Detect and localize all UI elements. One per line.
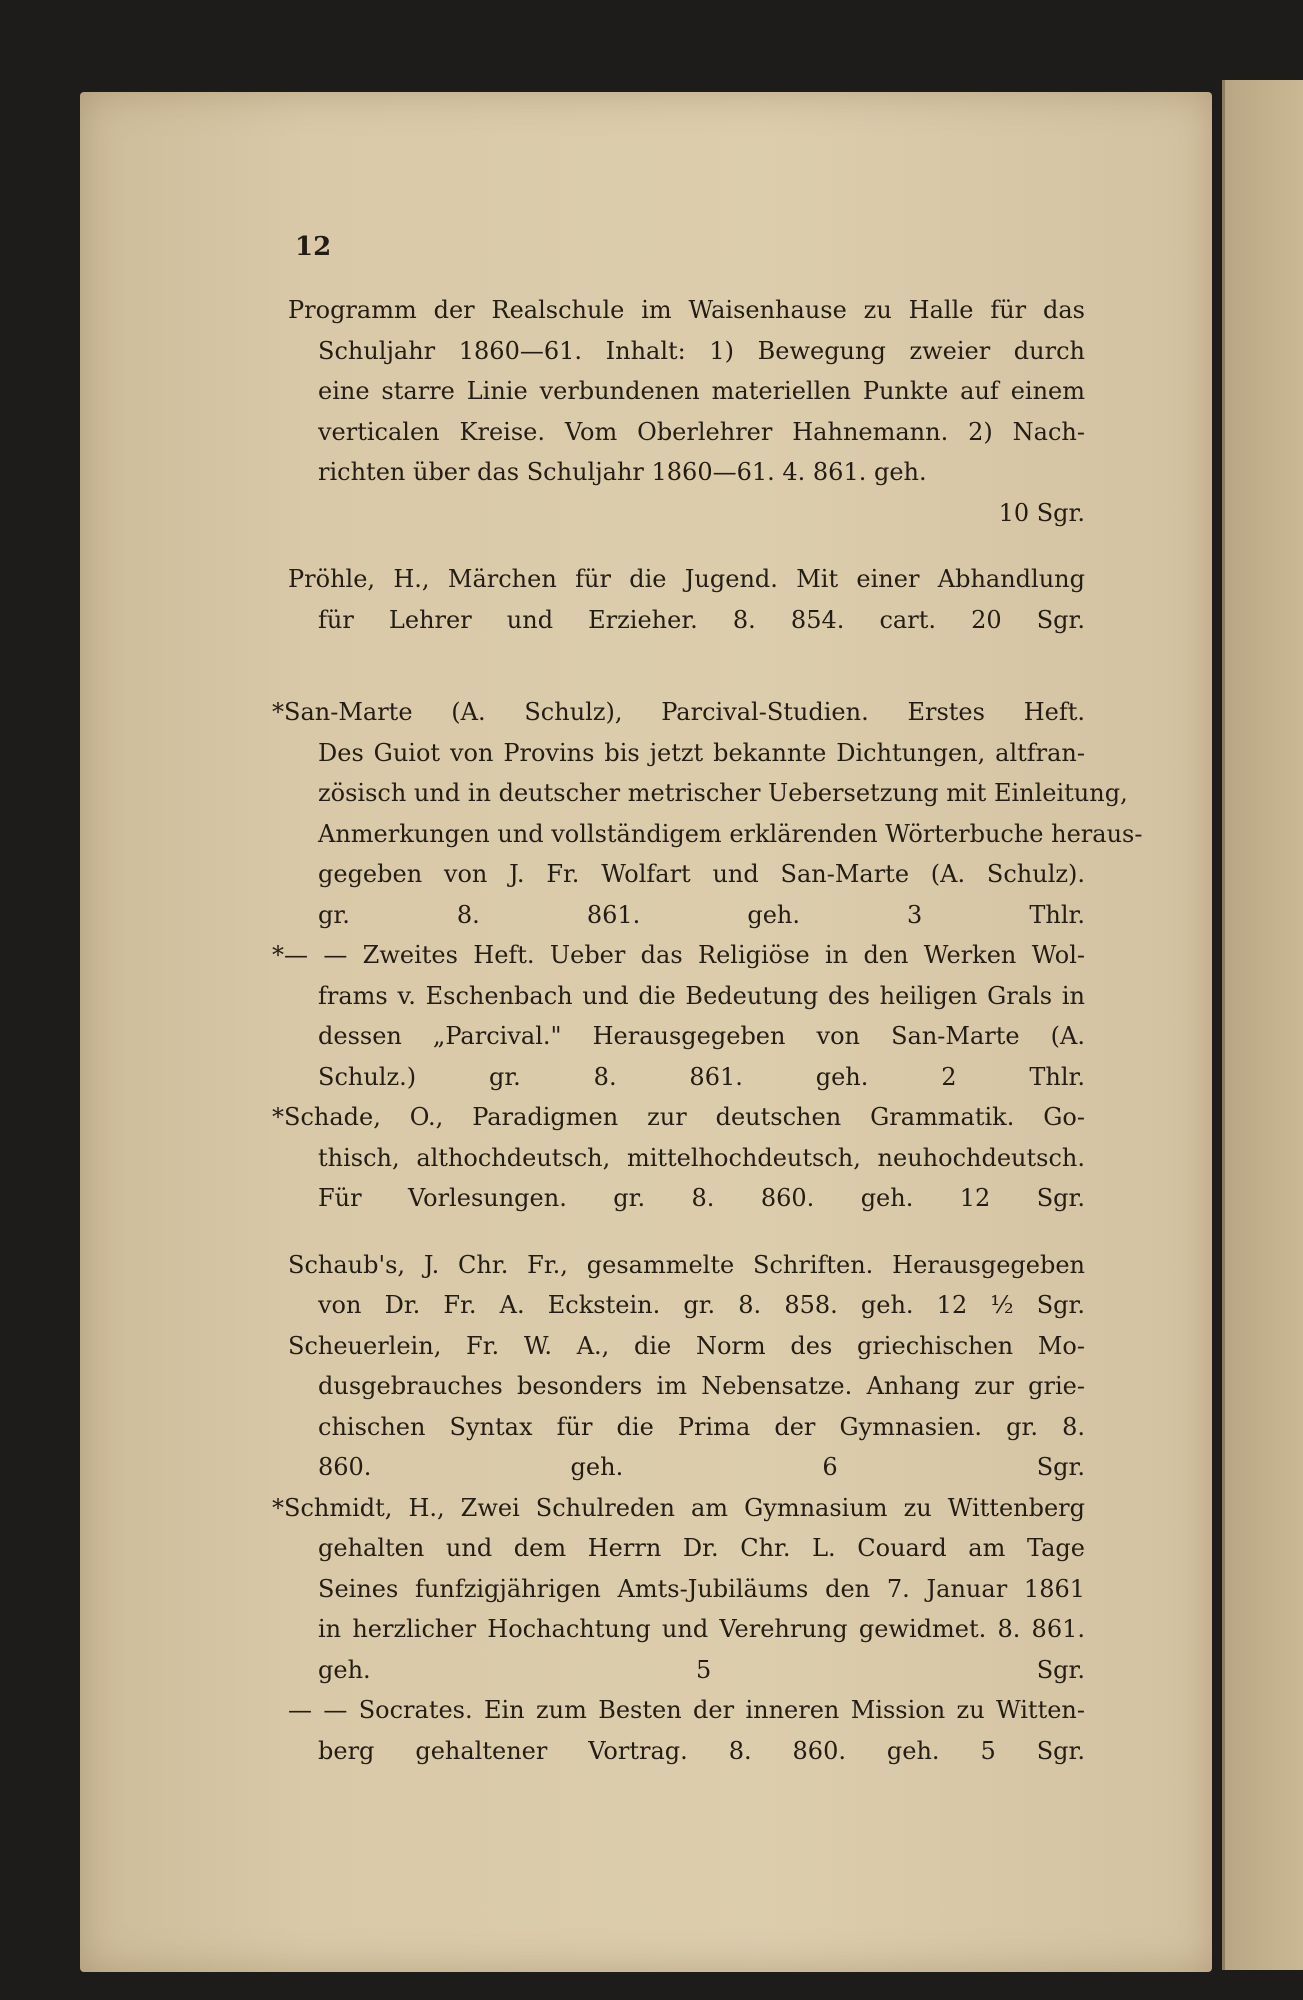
entry-line: geh. 5 Sgr. (318, 1655, 1085, 1684)
entry-line: dusgebrauches besonders im Nebensatze. Anhang zur grie- (318, 1372, 1085, 1400)
entry-line: von Dr. Fr. A. Eckstein. gr. 8. 858. geh. 12 ½ Sgr. (318, 1291, 1085, 1319)
entry-line: Schuljahr 1860—61. Inhalt: 1) Bewegung zweier durch (318, 336, 1085, 365)
entry-line: zösisch und in deutscher metrischer Uebersetzung mit Einleitung, (318, 779, 1128, 807)
catalog-entry-socrates (290, 1690, 1085, 1771)
catalog-entry-programm (290, 290, 1085, 533)
entry-line: chischen Syntax für die Prima der Gymnasien. gr. 8. (318, 1412, 1085, 1441)
catalog-text (272, 290, 1143, 1771)
catalog-entry-schmidt (272, 1488, 1085, 1691)
entry-line: dessen „Parcival." Herausgegeben von San-Marte (A. (318, 1022, 1085, 1050)
catalog-entry-schade (272, 1097, 1085, 1219)
entry-line: für Lehrer und Erzieher. 8. 854. cart. 20 Sgr. (318, 605, 1085, 634)
adjacent-page-edge (1222, 80, 1303, 1970)
entry-line: verticalen Kreise. Vom Oberlehrer Hahnemann. 2) Nach- (318, 417, 1085, 446)
catalog-entry-schaub (290, 1245, 1085, 1326)
entry-line: *San-Marte (A. Schulz), Parcival-Studien. Erstes Heft. (272, 698, 1085, 726)
entry-line: — — Socrates. Ein zum Besten der inneren Mission zu Witten- (288, 1696, 1085, 1724)
entry-line: frams v. Eschenbach und die Bedeutung des heiligen Grals in (318, 981, 1085, 1010)
entry-line: Scheuerlein, Fr. W. A., die Norm des griechischen Mo- (288, 1331, 1085, 1360)
catalog-entry-zweites-heft (272, 935, 1085, 1097)
entry-line: *Schade, O., Paradigmen zur deutschen Grammatik. Go- (272, 1103, 1085, 1131)
entry-line: Des Guiot von Provins bis jetzt bekannte Dichtungen, altfran- (318, 738, 1085, 767)
entry-line: eine starre Linie verbundenen materiellen Punkte auf einem (318, 377, 1085, 405)
entry-line: berg gehaltener Vortrag. 8. 860. geh. 5 Sgr. (318, 1736, 1085, 1765)
entry-line: Für Vorlesungen. gr. 8. 860. geh. 12 Sgr. (318, 1184, 1085, 1212)
entry-line: Schulz.) gr. 8. 861. geh. 2 Thlr. (318, 1062, 1085, 1091)
entry-line: gr. 8. 861. geh. 3 Thlr. (318, 900, 1085, 929)
entry-line: Seines funfzigjährigen Amts-Jubiläums den 7. Januar 1861 (318, 1574, 1085, 1603)
entry-line: Schaub's, J. Chr. Fr., gesammelte Schriften. Herausgegeben (288, 1250, 1085, 1279)
entry-line: 860. geh. 6 Sgr. (318, 1453, 1085, 1481)
catalog-entry-san-marte (272, 692, 1143, 935)
catalog-entry-scheuerlein (290, 1326, 1085, 1488)
entry-line: richten über das Schuljahr 1860—61. 4. 861. geh. (318, 458, 927, 486)
entry-line: *— — Zweites Heft. Ueber das Religiöse in den Werken Wol- (272, 941, 1085, 969)
entry-line: gegeben von J. Fr. Wolfart und San-Marte (A. Schulz). (318, 860, 1085, 888)
entry-line: thisch, althochdeutsch, mittelhochdeutsch, neuhochdeutsch. (318, 1143, 1085, 1172)
entry-line: Anmerkungen und vollständigem erklärenden Wörterbuche heraus- (318, 819, 1143, 848)
entry-line: Programm der Realschule im Waisenhause zu Halle für das (288, 296, 1085, 324)
entry-line: in herzlicher Hochachtung und Verehrung gewidmet. 8. 861. (318, 1615, 1085, 1643)
page-number: 12 (295, 232, 332, 262)
entry-line: gehalten und dem Herrn Dr. Chr. L. Couard am Tage (318, 1534, 1085, 1562)
entry-line: *Schmidt, H., Zwei Schulreden am Gymnasium zu Wittenberg (272, 1493, 1085, 1522)
entry-line: Pröhle, H., Märchen für die Jugend. Mit einer Abhandlung (288, 565, 1085, 593)
catalog-entry-proehle (290, 559, 1085, 640)
entry-price: 10 Sgr. (998, 498, 1085, 527)
